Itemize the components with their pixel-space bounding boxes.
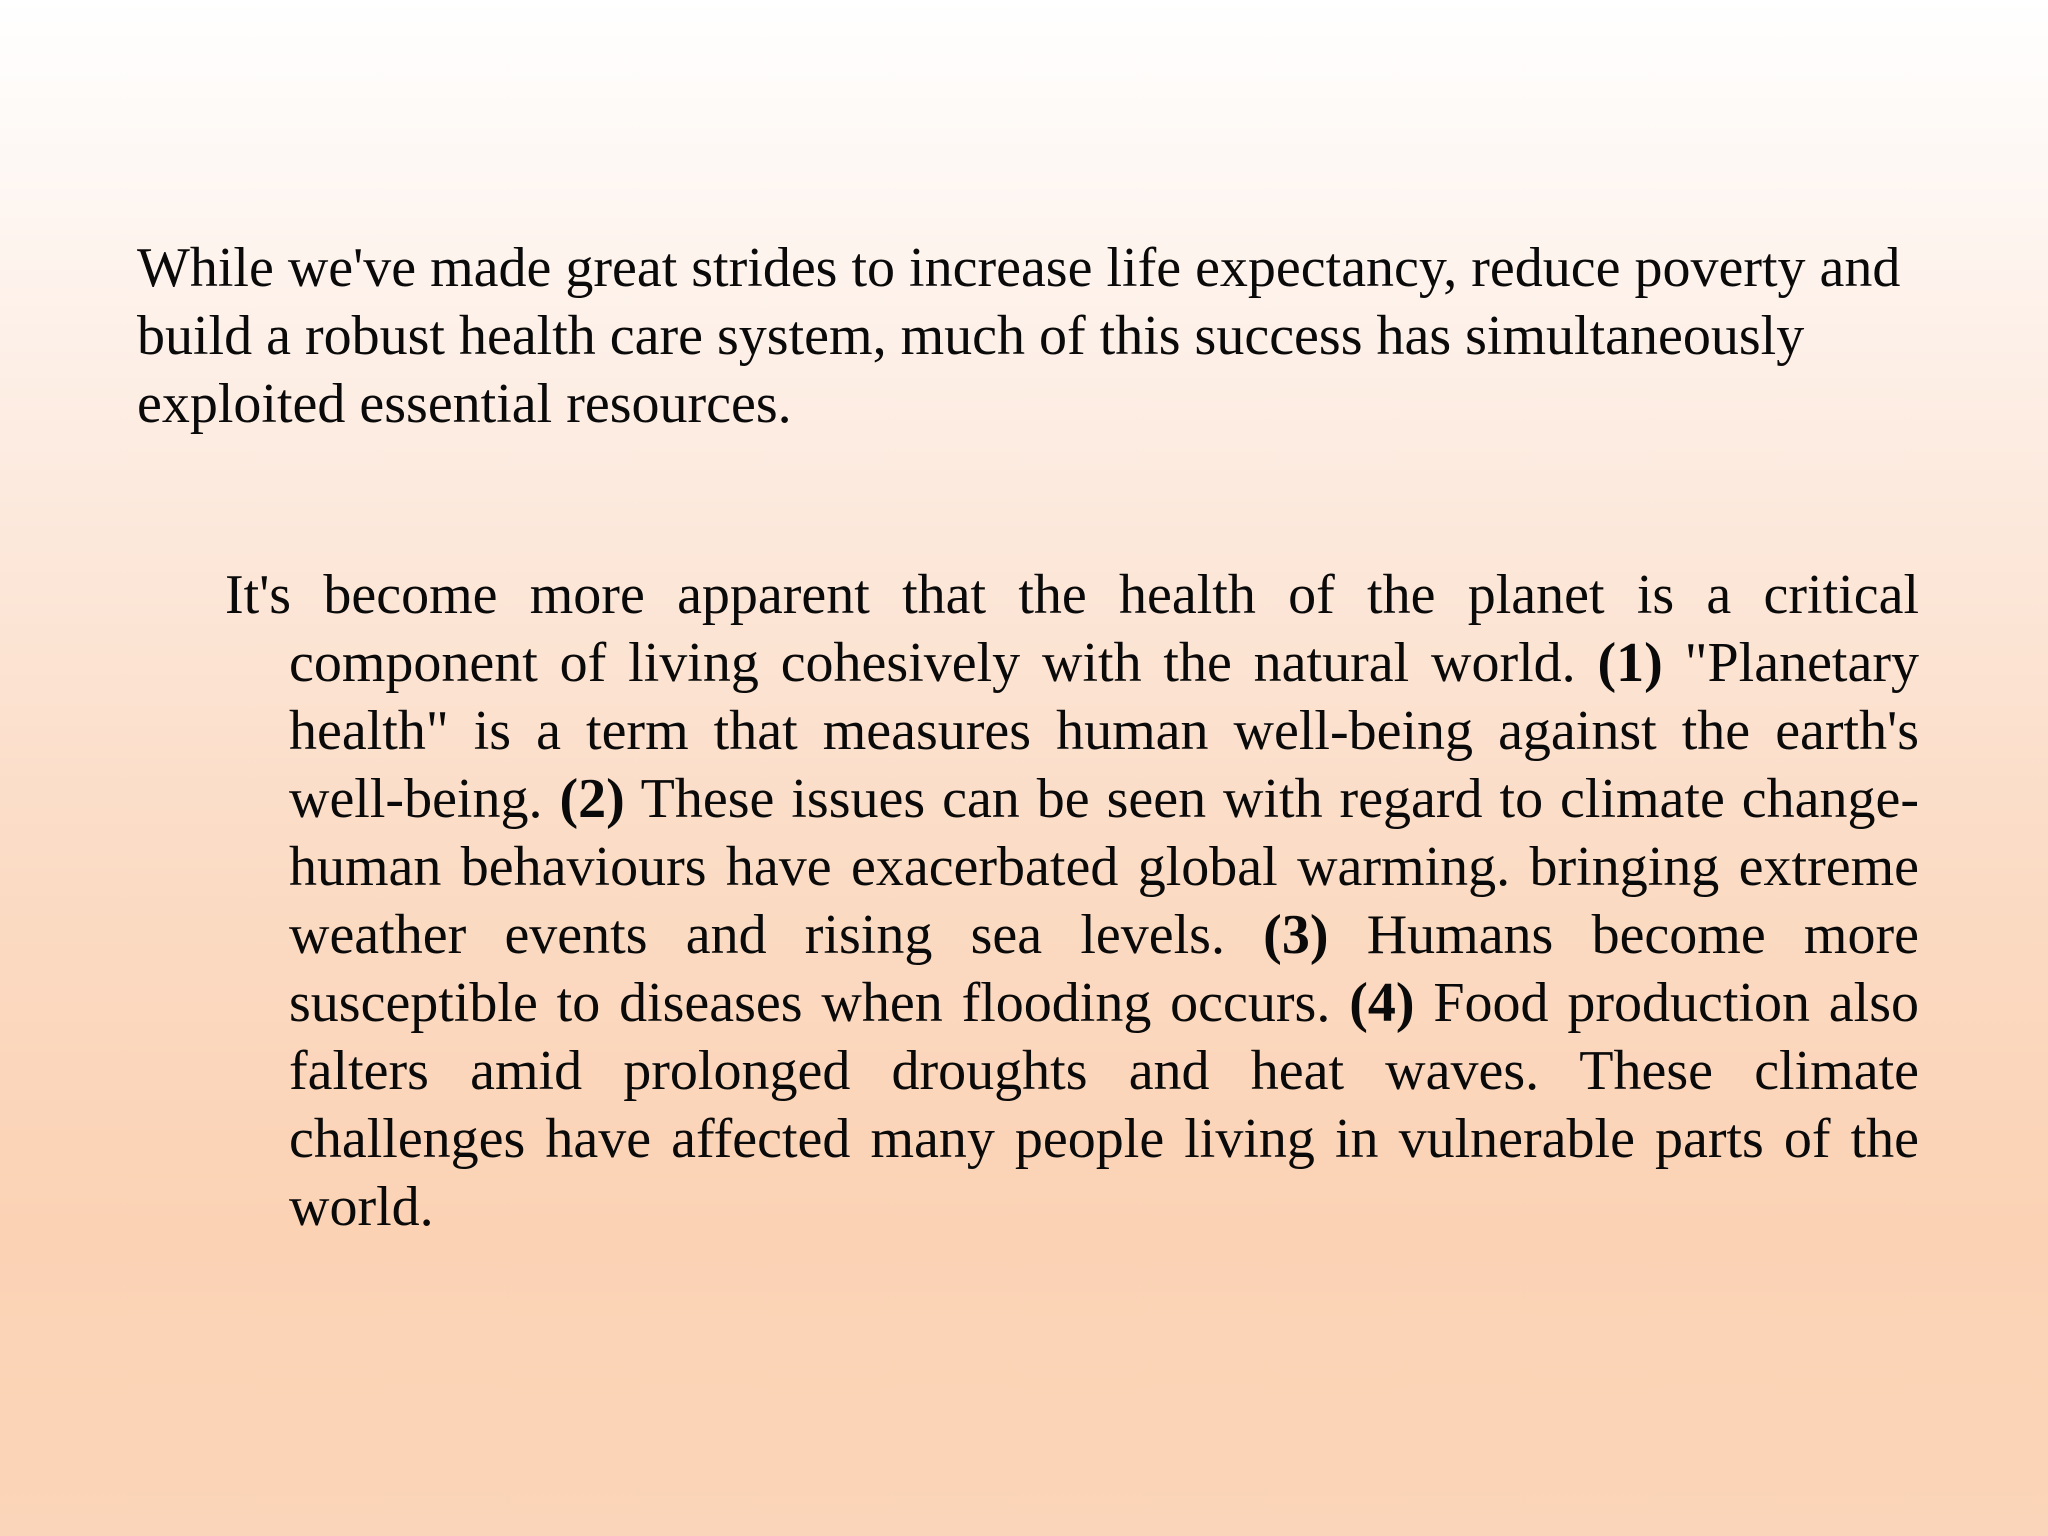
planetary-health-paragraph: [225, 561, 1919, 1241]
paragraph-text: Food production also falters amid prolonged droughts and heat waves. These climate challenges have affected many people living in vulnerable parts of the world.: [289, 972, 1919, 1238]
paragraph-text: It's become more apparent that the health of the planet is a critical component of living cohesively with the natural world.: [225, 564, 1919, 694]
paragraph-text: These issues can be seen with regard to climate change-human behaviours have exacerbated global warming. bringing extreme weather events and rising sea levels.: [289, 768, 1919, 966]
marker-4: (4): [1349, 972, 1415, 1034]
marker-1: (1): [1597, 632, 1663, 694]
marker-2: (2): [559, 768, 625, 830]
paragraph-text: "Planetary health" is a term that measures human well-being against the earth's well-being.: [289, 632, 1919, 830]
paragraph-text: Humans become more susceptible to diseases when flooding occurs.: [289, 904, 1919, 1034]
intro-paragraph: While we've made great strides to increase life expectancy, reduce poverty and build a robust health care system, much of this success has simultaneously exploited essential resources.: [137, 237, 1901, 435]
marker-3: (3): [1263, 904, 1329, 966]
